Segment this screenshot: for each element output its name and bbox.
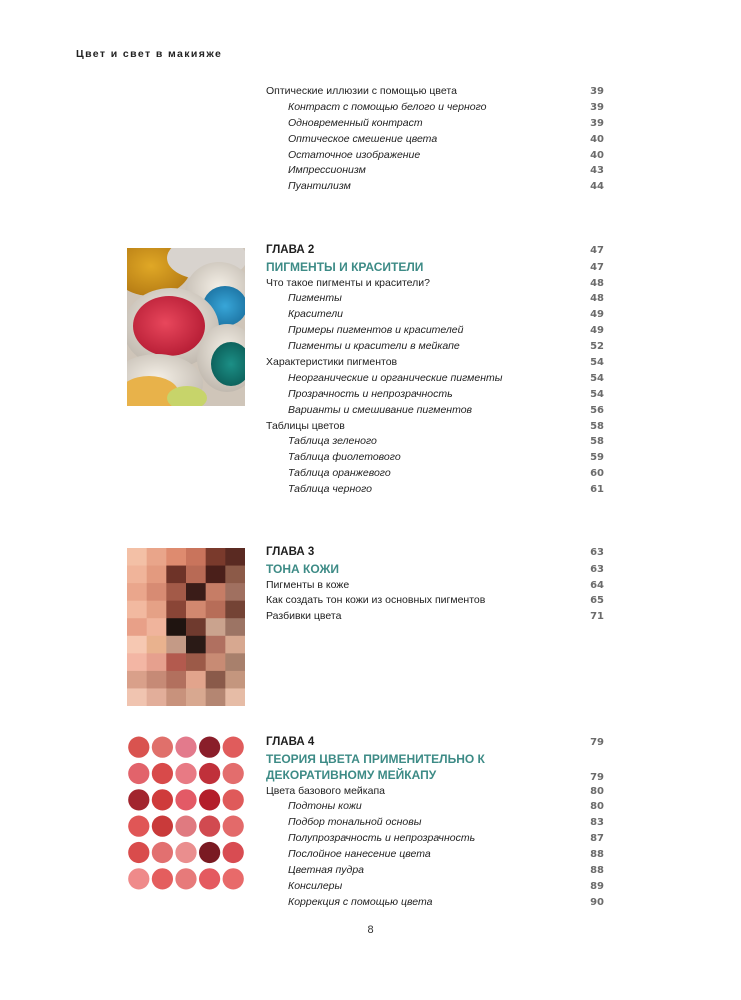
lipstick-swatch [223, 868, 244, 889]
toc-entry[interactable] [266, 323, 604, 339]
mosaic-tile [127, 601, 147, 619]
lipstick-swatch [175, 868, 196, 889]
lipstick-swatch [199, 842, 220, 863]
toc-entry[interactable] [266, 799, 604, 815]
mosaic-tile [186, 671, 206, 689]
toc-entry[interactable] [266, 863, 604, 879]
mosaic-tile [127, 566, 147, 584]
mosaic-tile [206, 671, 226, 689]
toc-entry-label: Цвета базового мейкапа [266, 784, 385, 797]
lipstick-swatch [128, 816, 149, 837]
mosaic-tile [225, 583, 245, 601]
toc-entry-page: 87 [590, 833, 604, 845]
toc-entry-page: 79 [590, 737, 604, 748]
mosaic-tile [166, 636, 186, 654]
toc-entry[interactable] [266, 163, 604, 179]
lipstick-swatch [128, 763, 149, 784]
lipstick-swatch [199, 763, 220, 784]
skin-tone-mosaic [127, 548, 245, 706]
lipstick-swatch [175, 763, 196, 784]
toc-entry-page: 80 [590, 801, 604, 813]
toc-entry[interactable] [266, 84, 604, 100]
toc-entry-label: Подбор тональной основы [288, 816, 422, 829]
toc-entry-page: 71 [590, 611, 604, 623]
toc-entry-page: 80 [590, 785, 604, 797]
toc-entry-page: 56 [590, 404, 604, 416]
toc-entry-label: Таблица фиолетового [288, 451, 401, 464]
toc-entry-label: Что такое пигменты и красители? [266, 276, 430, 289]
chapter-title[interactable] [266, 259, 604, 276]
lipstick-swatches-image [127, 734, 245, 892]
skin-tone-mosaic-image [127, 548, 245, 706]
lipstick-swatch [152, 789, 173, 810]
toc-chapter-2 [266, 243, 604, 498]
toc-entry-label: Цветная пудра [288, 863, 365, 876]
mosaic-tile [127, 688, 147, 706]
lipstick-swatch [152, 842, 173, 863]
toc-entry[interactable] [266, 419, 604, 435]
toc-entry[interactable] [266, 339, 604, 355]
toc-entry[interactable] [266, 609, 604, 625]
mosaic-tile [225, 566, 245, 584]
chapter-label: ГЛАВА 2 [266, 244, 315, 256]
toc-entry-page: 64 [590, 579, 604, 591]
toc-entry-page: 39 [590, 101, 604, 113]
toc-entry-label: Полупрозрачность и непрозрачность [288, 832, 476, 845]
lipstick-swatch [223, 816, 244, 837]
lipstick-swatch [199, 737, 220, 758]
lipstick-swatch [152, 816, 173, 837]
mosaic-tile [166, 618, 186, 636]
lipstick-swatch [128, 789, 149, 810]
toc-entry[interactable] [266, 434, 604, 450]
chapter-title[interactable] [266, 751, 604, 784]
lipstick-swatch [175, 842, 196, 863]
toc-entry[interactable] [266, 895, 604, 911]
lipstick-swatch [152, 737, 173, 758]
mosaic-tile [147, 618, 167, 636]
mosaic-tile [225, 653, 245, 671]
toc-entry-label: Импрессионизм [288, 164, 366, 177]
toc-entry-page: 39 [590, 86, 604, 97]
mosaic-tile [206, 548, 226, 566]
toc-entry-page: 54 [590, 356, 604, 368]
toc-entry-label: Красители [288, 308, 343, 321]
toc-entry[interactable] [266, 450, 604, 466]
toc-entry-page: 49 [590, 325, 604, 337]
toc-entry-label: Разбивки цвета [266, 610, 342, 623]
chapter-number[interactable] [266, 243, 604, 259]
lipstick-swatches [127, 734, 245, 892]
toc-entry-page: 89 [590, 880, 604, 892]
toc-entry[interactable] [266, 578, 604, 594]
toc-entry[interactable] [266, 815, 604, 831]
toc-entry[interactable] [266, 276, 604, 292]
lipstick-swatch [152, 763, 173, 784]
mosaic-tile [186, 601, 206, 619]
toc-entry-label: Таблицы цветов [266, 419, 345, 432]
mosaic-tile [186, 566, 206, 584]
mosaic-tile [225, 671, 245, 689]
toc-entry-label: Коррекция с помощью цвета [288, 895, 433, 908]
toc-entry[interactable] [266, 847, 604, 863]
lipstick-swatch [175, 816, 196, 837]
chapter-title-label: ТОНА КОЖИ [266, 561, 340, 576]
mosaic-tile [225, 636, 245, 654]
mosaic-tile [127, 653, 147, 671]
toc-entry-page: 47 [590, 261, 604, 273]
mosaic-tile [147, 601, 167, 619]
mosaic-tile [225, 548, 245, 566]
toc-entry[interactable] [266, 371, 604, 387]
lipstick-swatch [223, 763, 244, 784]
toc-entry[interactable] [266, 132, 604, 148]
toc-entry-label: Прозрачность и непрозрачность [288, 387, 453, 400]
running-head: Цвет и свет в макияже [76, 48, 223, 60]
lipstick-swatch [175, 737, 196, 758]
toc-entry-page: 44 [590, 181, 604, 193]
mosaic-tile [147, 583, 167, 601]
chapter-number[interactable] [266, 545, 604, 561]
toc-entry-page: 40 [590, 133, 604, 145]
mosaic-tile [225, 618, 245, 636]
toc-entry[interactable] [266, 482, 604, 498]
toc-entry[interactable] [266, 116, 604, 132]
toc-entry-page: 54 [590, 372, 604, 384]
toc-entry-label: Таблица оранжевого [288, 467, 391, 480]
toc-entry-page: 88 [590, 849, 604, 861]
mosaic-tile [166, 653, 186, 671]
mosaic-tile [225, 688, 245, 706]
toc-entry-page: 48 [590, 293, 604, 305]
mosaic-tile [186, 688, 206, 706]
toc-entry-label: Одновременный контраст [288, 116, 423, 129]
mosaic-tile [166, 566, 186, 584]
toc-entry[interactable] [266, 100, 604, 116]
toc-entry-label: Примеры пигментов и красителей [288, 324, 464, 337]
toc-entry[interactable] [266, 466, 604, 482]
mosaic-tile [186, 618, 206, 636]
toc-entry-page: 39 [590, 117, 604, 129]
chapter-number[interactable] [266, 735, 604, 751]
toc-entry-label: Пигменты в коже [266, 578, 350, 591]
mosaic-tile [127, 583, 147, 601]
toc-chapter-3 [266, 545, 604, 625]
toc-entry-page: 60 [590, 468, 604, 480]
mosaic-tile [206, 566, 226, 584]
lipstick-swatch [223, 842, 244, 863]
chapter-label: ГЛАВА 3 [266, 546, 315, 558]
toc-intro [266, 84, 604, 195]
toc-entry[interactable] [266, 179, 604, 195]
toc-entry-label: Варианты и смешивание пигментов [288, 403, 473, 416]
lipstick-swatch [128, 842, 149, 863]
toc-entry[interactable] [266, 355, 604, 371]
mosaic-tile [206, 688, 226, 706]
toc-entry-label: Оптические иллюзии с помощью цвета [266, 85, 457, 97]
toc-entry-label: Как создать тон кожи из основных пигментов [266, 594, 486, 607]
toc-entry-label: Пигменты [288, 292, 342, 305]
mosaic-tile [186, 636, 206, 654]
toc-entry-page: 40 [590, 149, 604, 161]
toc-entry[interactable] [266, 148, 604, 164]
toc-entry-label: Характеристики пигментов [266, 355, 398, 368]
mosaic-tile [147, 566, 167, 584]
toc-entry-page: 43 [590, 165, 604, 177]
toc-entry[interactable] [266, 307, 604, 323]
mosaic-tile [127, 548, 147, 566]
toc-entry-page: 48 [590, 277, 604, 289]
toc-entry[interactable] [266, 291, 604, 307]
mosaic-tile [206, 653, 226, 671]
toc-entry-label: Таблица зеленого [288, 435, 377, 448]
toc-entry-label: Остаточное изображение [288, 148, 421, 161]
mosaic-tile [206, 601, 226, 619]
mosaic-tile [166, 583, 186, 601]
toc-entry-page: 61 [590, 484, 604, 496]
mosaic-tile [127, 618, 147, 636]
mosaic-tile [147, 636, 167, 654]
mosaic-tile [127, 636, 147, 654]
mosaic-tile [147, 653, 167, 671]
lipstick-swatch [199, 789, 220, 810]
toc-entry-page: 54 [590, 388, 604, 400]
toc-entry-page: 49 [590, 309, 604, 321]
toc-entry-page: 58 [590, 420, 604, 432]
toc-entry-page: 90 [590, 896, 604, 908]
toc-entry-page: 83 [590, 817, 604, 829]
mosaic-tile [206, 583, 226, 601]
toc-entry-page: 88 [590, 864, 604, 876]
toc-entry-label: Неорганические и органические пигменты [288, 371, 503, 384]
pigment-sacks-photo [127, 248, 245, 406]
mosaic-tile [127, 671, 147, 689]
toc-entry-label: Оптическое смешение цвета [288, 132, 438, 145]
pigment-sacks-image [127, 248, 245, 406]
toc-entry[interactable] [266, 387, 604, 403]
mosaic-tile [186, 653, 206, 671]
toc-entry-page: 52 [590, 341, 604, 353]
lipstick-swatch [128, 737, 149, 758]
toc-entry-label: Подтоны кожи [288, 800, 362, 813]
mosaic-tile [206, 636, 226, 654]
toc-entry-page: 59 [590, 452, 604, 464]
lipstick-swatch [223, 789, 244, 810]
toc-entry-page: 65 [590, 595, 604, 607]
mosaic-tile [147, 671, 167, 689]
toc-entry-label: Послойное нанесение цвета [288, 848, 431, 861]
toc-entry-page: 63 [590, 547, 604, 558]
toc-entry-label: Консилеры [288, 879, 343, 892]
mosaic-tile [166, 548, 186, 566]
toc-entry-label: Пуантилизм [288, 180, 351, 193]
mosaic-tile [166, 688, 186, 706]
toc-entry-label: Пигменты и красители в мейкапе [288, 340, 460, 353]
mosaic-tile [166, 601, 186, 619]
toc-entry[interactable] [266, 831, 604, 847]
page-number: 8 [367, 924, 374, 936]
mosaic-tile [147, 548, 167, 566]
chapter-label: ГЛАВА 4 [266, 736, 315, 748]
toc-entry-page: 79 [590, 771, 604, 783]
lipstick-swatch [152, 868, 173, 889]
chapter-title-label: ТЕОРИЯ ЦВЕТА ПРИМЕНИТЕЛЬНО К ДЕКОРАТИВНОМУ МЕЙКАПУ [266, 751, 485, 782]
toc-chapter-4 [266, 735, 604, 911]
chapter-title-label: ПИГМЕНТЫ И КРАСИТЕЛИ [266, 259, 424, 274]
mosaic-tile [186, 548, 206, 566]
toc-entry-label: Контраст с помощью белого и черного [288, 100, 487, 113]
toc-entry[interactable] [266, 593, 604, 609]
chapter-title[interactable] [266, 561, 604, 578]
mosaic-tile [186, 583, 206, 601]
lipstick-swatch [128, 868, 149, 889]
lipstick-swatch [199, 816, 220, 837]
toc-entry-page: 58 [590, 436, 604, 448]
toc-entry[interactable] [266, 879, 604, 895]
toc-entry[interactable] [266, 403, 604, 419]
mosaic-tile [206, 618, 226, 636]
mosaic-tile [147, 688, 167, 706]
toc-entry[interactable] [266, 784, 604, 800]
toc-entry-label: Таблица черного [288, 483, 372, 496]
toc-entry-page: 47 [590, 245, 604, 256]
lipstick-swatch [223, 737, 244, 758]
lipstick-swatch [199, 868, 220, 889]
toc-entry-page: 63 [590, 563, 604, 575]
lipstick-swatch [175, 789, 196, 810]
mosaic-tile [166, 671, 186, 689]
mosaic-tile [225, 601, 245, 619]
